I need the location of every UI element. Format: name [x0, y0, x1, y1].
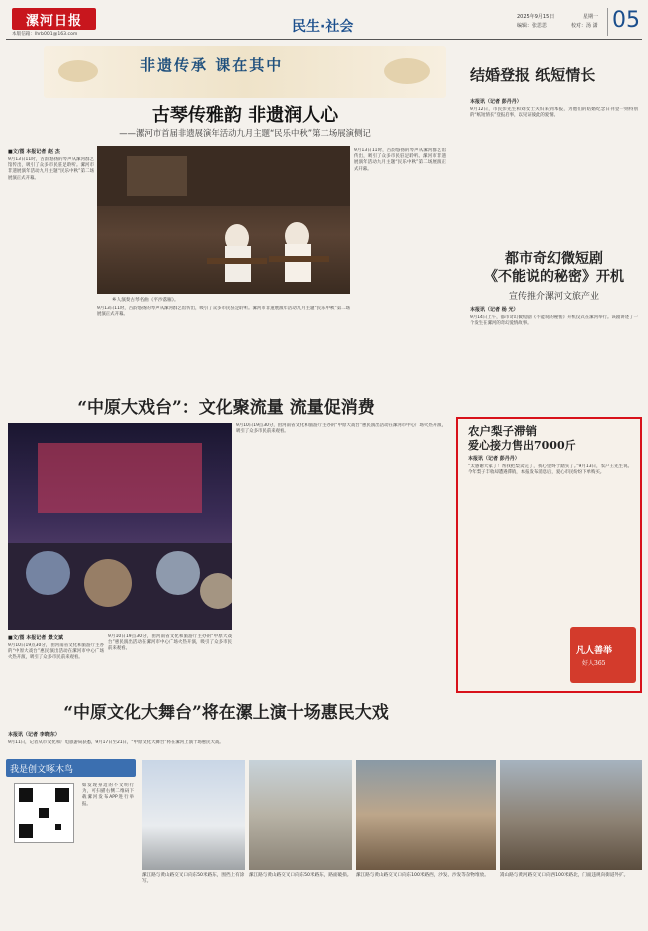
story2-headline: 结婚登报 纸短情长 [470, 66, 596, 84]
story1-photo-caption: 乡人演奏古琴名曲《平沙落雁》。 [112, 298, 179, 303]
story1-headline: 古琴传雅韵 非遗润人心 [151, 105, 339, 126]
footer-photo-4 [500, 760, 642, 870]
story2-body: 9月12日，市民彭先生和刘女士夫妇来到本报，为他们的结婚纪念日刊登一则特别的“纸短情长”登报启事，以见证彼此的爱情。 [470, 107, 638, 119]
civic-watch-column [6, 759, 136, 924]
story5-headline-2: 爱心接力售出7000斤 [468, 439, 576, 452]
contact-email: 本版信箱：lhrb001@163.com [12, 32, 78, 37]
footer-caption-2: 漯江路与黄山路交叉口向东50米路东，路面破损。 [249, 873, 352, 878]
proofreader-credit: 校对：汤 潇 [571, 23, 598, 29]
masthead [6, 6, 642, 40]
section-title: 民生·社会 [292, 19, 354, 35]
story2-block [470, 98, 638, 247]
footer-photo-3 [356, 760, 496, 870]
story3-body-right: 9月10日19点30分，由河南省文化和旅游厅主办的“中原大戏台”惠民演出活动在漯河市中心广场火热开演，吸引了众多市民前来观看。 [236, 423, 446, 435]
story5-block [468, 455, 632, 624]
story4-byline: 本报讯（记者 杨 光） [470, 307, 519, 313]
heritage-banner [44, 46, 446, 98]
civic-notice: 如发现身边的不文明行为，可扫描右侧二维码下载漯河发布APP进行举报。 [82, 783, 134, 807]
ad-subtitle: 好人365 [582, 660, 606, 667]
story6-body: 9月11日，记者从市文化和广电旅游局获悉，9月17日至21日，“中原文化大舞台”将在漯河上演十场惠民大戏。 [8, 740, 224, 745]
story1-subhead: ——漯河市首届非遗展演年活动九月主题“民乐中秋”第二场展演侧记 [119, 128, 371, 138]
story3-body: 9月10日19点30分，由河南省文化和旅游厅主办的“中原大戏台”惠民演出活动在漯河市中心广场火热开演，吸引了众多市民前来观看。 [8, 643, 104, 661]
footer-caption-3: 漯江路与黄山路交叉口向东100米路西，沙发、沙发等杂物堆放。 [356, 873, 489, 878]
story1-byline: ■文/图 本报记者 赵 杰 [8, 149, 60, 155]
cloud-ornament [384, 58, 430, 84]
pear-story-box [456, 417, 642, 693]
story6-byline: 本报讯（记者 李晓东） [8, 732, 60, 738]
story4-subhead: 宣传推介漯河文旅产业 [508, 292, 599, 302]
story1-column-right: 9月13日11时，古韵悠扬的琴声从漯河群艺馆传出，吸引了众多市民驻足聆听。漯河市非遗展演年活动九月主题“民乐中秋”第二场展演正式开幕。 [354, 148, 446, 172]
story5-body: “太感谢大家了！帮我把梨卖完了，我心里终于踏实了。”9月13日，农户王先生说。今年梨子丰收却遭遇滞销，本报发布消息后，爱心市民纷纷下单购买。 [468, 464, 632, 476]
story6-block [8, 731, 446, 758]
story3-body-2: 9月10日19点30分，由河南省文化和旅游厅主办的“中原大戏台”惠民演出活动在漯河市中心广场火热开演，吸引了众多市民前来观看。 [108, 634, 232, 652]
newspaper-logo: 漯河日报 [12, 8, 96, 30]
story4-headline: 都市奇幻微短剧 [505, 251, 603, 267]
qr-code-icon[interactable] [14, 783, 74, 843]
ad-title: 凡人善举 [576, 646, 613, 656]
good-deeds-ad [570, 627, 636, 683]
story4-body: 9月14日上午，都市奇幻微短剧《不能说的秘密》开机仪式在漯河举行。该剧讲述了一个发生在漯河的奇幻爱情故事。 [470, 315, 638, 327]
story2-byline: 本报讯（记者 彭丹丹） [470, 99, 522, 105]
story1-column [8, 148, 94, 377]
story3-headline: “中原大戏台”：文化聚流量 流量促消费 [77, 398, 375, 418]
page-number: 05 [607, 8, 642, 36]
guqin-performance-photo [97, 146, 350, 294]
story1-lede: 9月13日11时，古韵悠扬的琴声从漯河群艺馆传出，吸引了众多市民驻足聆听。漯河市非遗展演年活动九月主题“民乐中秋”第二场展演正式开幕。 [8, 157, 94, 181]
stage-photo-illustration [8, 423, 232, 630]
banner-slogan: 非遗传承 课在其中 [140, 56, 284, 74]
footer-photo-1 [142, 760, 245, 870]
story4-headline-2: 《不能说的秘密》开机 [484, 269, 624, 285]
story1-body: 9月13日11时，古韵悠扬的琴声从漯河群艺馆传出，吸引了众多市民驻足聆听。漯河市非遗展演年活动九月主题“民乐中秋”第二场展演正式开幕。 [97, 306, 350, 318]
footer-caption-4: 嵩山路与黄河路交叉口向西100米路北，门面违规向街道外扩。 [500, 873, 629, 878]
footer-caption-1: 漯江路与黄山路交叉口向东50米路东，围挡上有涂写。 [142, 873, 245, 884]
story3-byline: ■文/图 本报记者 景文斌 [8, 635, 64, 641]
issue-date: 2025年9月15日 [517, 14, 555, 20]
cloud-ornament [58, 60, 98, 82]
editor-credit: 编辑：张思思 [517, 23, 548, 29]
qr-pattern [15, 784, 73, 842]
story4-block [470, 306, 638, 415]
story3-block [8, 634, 104, 697]
story6-headline: “中原文化大舞台”将在漯上演十场惠民大戏 [63, 703, 389, 723]
civic-column-title: 我是创文啄木鸟 [6, 759, 136, 777]
story5-byline: 本报讯（记者 彭丹丹） [468, 456, 520, 462]
issue-weekday: 星期一 [583, 14, 599, 20]
story5-headline: 农户梨子滞销 [468, 424, 537, 438]
stage-performance-photo [8, 423, 232, 630]
guqin-photo-illustration [97, 146, 350, 294]
footer-photo-2 [249, 760, 352, 870]
